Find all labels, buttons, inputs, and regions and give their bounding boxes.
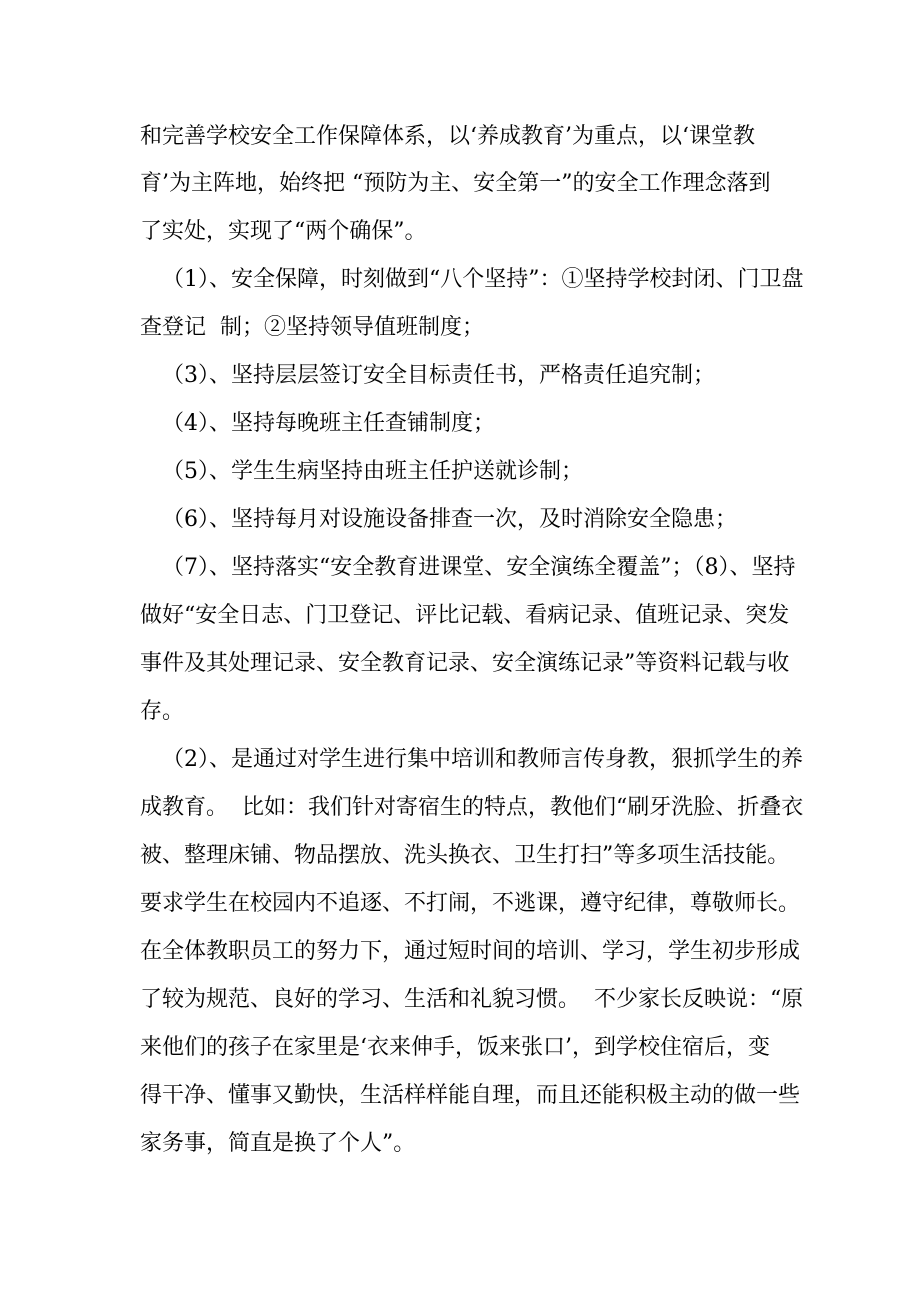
text-line-1: 和完善学校安全工作保障体系，以‘养成教育’为重点，以‘课堂教 bbox=[140, 124, 755, 149]
text-line-19: 了较为规范、良好的学习、生活和礼貌习惯。 不少家长反映说：“原 bbox=[140, 987, 804, 1012]
text-line-4: （1）、安全保障，时刻做到“八个坚持”：①坚持学校封闭、门卫盘 bbox=[162, 267, 804, 292]
text-line-20: 来他们的孩子在家里是‘衣来伸手，饭来张口’，到学校住宿后，变 bbox=[140, 1035, 770, 1060]
text-line-16: 被、整理床铺、物品摆放、洗头换衣、卫生打扫”等多项生活技能。 bbox=[140, 843, 790, 868]
text-line-9: （6）、坚持每月对设施设备排查一次，及时消除安全隐患； bbox=[162, 507, 737, 532]
text-line-18: 在全体教职员工的努力下，通过短时间的培训、学习，学生初步形成 bbox=[140, 939, 801, 964]
text-line-12: 事件及其处理记录、安全教育记录、安全演练记录”等资料记载与收 bbox=[140, 651, 790, 676]
text-line-7: （4）、坚持每晚班主任查铺制度； bbox=[162, 411, 495, 436]
text-line-21: 得干净、懂事又勤快，生活样样能自理，而且还能积极主动的做一些 bbox=[140, 1083, 801, 1108]
text-line-10: （7）、坚持落实“安全教育进课堂、安全演练全覆盖”；（8）、坚持 bbox=[162, 555, 796, 580]
text-line-3: 了实处，实现了“两个确保”。 bbox=[140, 219, 427, 244]
text-line-15: 成教育。 比如：我们针对寄宿生的特点，教他们“刷牙洗脸、折叠衣 bbox=[140, 795, 804, 820]
text-line-22: 家务事，简直是换了个人”。 bbox=[140, 1131, 416, 1156]
text-line-14: （2）、是通过对学生进行集中培训和教师言传身教，狠抓学生的养 bbox=[162, 747, 803, 772]
text-line-11: 做好“安全日志、门卫登记、评比记载、看病记录、值班记录、突发 bbox=[140, 603, 790, 628]
text-line-6: （3）、坚持层层签订安全目标责任书，严格责任追究制； bbox=[162, 363, 715, 388]
text-line-2: 育’为主阵地，始终把 “预防为主、安全第一”的安全工作理念落到 bbox=[140, 171, 771, 196]
text-line-8: （5）、学生生病坚持由班主任护送就诊制； bbox=[162, 459, 583, 484]
text-line-17: 要求学生在校园内不追逐、不打闹，不逃课，遵守纪律，尊敬师长。 bbox=[140, 891, 801, 916]
text-line-13: 存。 bbox=[140, 699, 185, 724]
text-line-5: 查登记 制；②坚持领导值班制度； bbox=[140, 315, 484, 340]
